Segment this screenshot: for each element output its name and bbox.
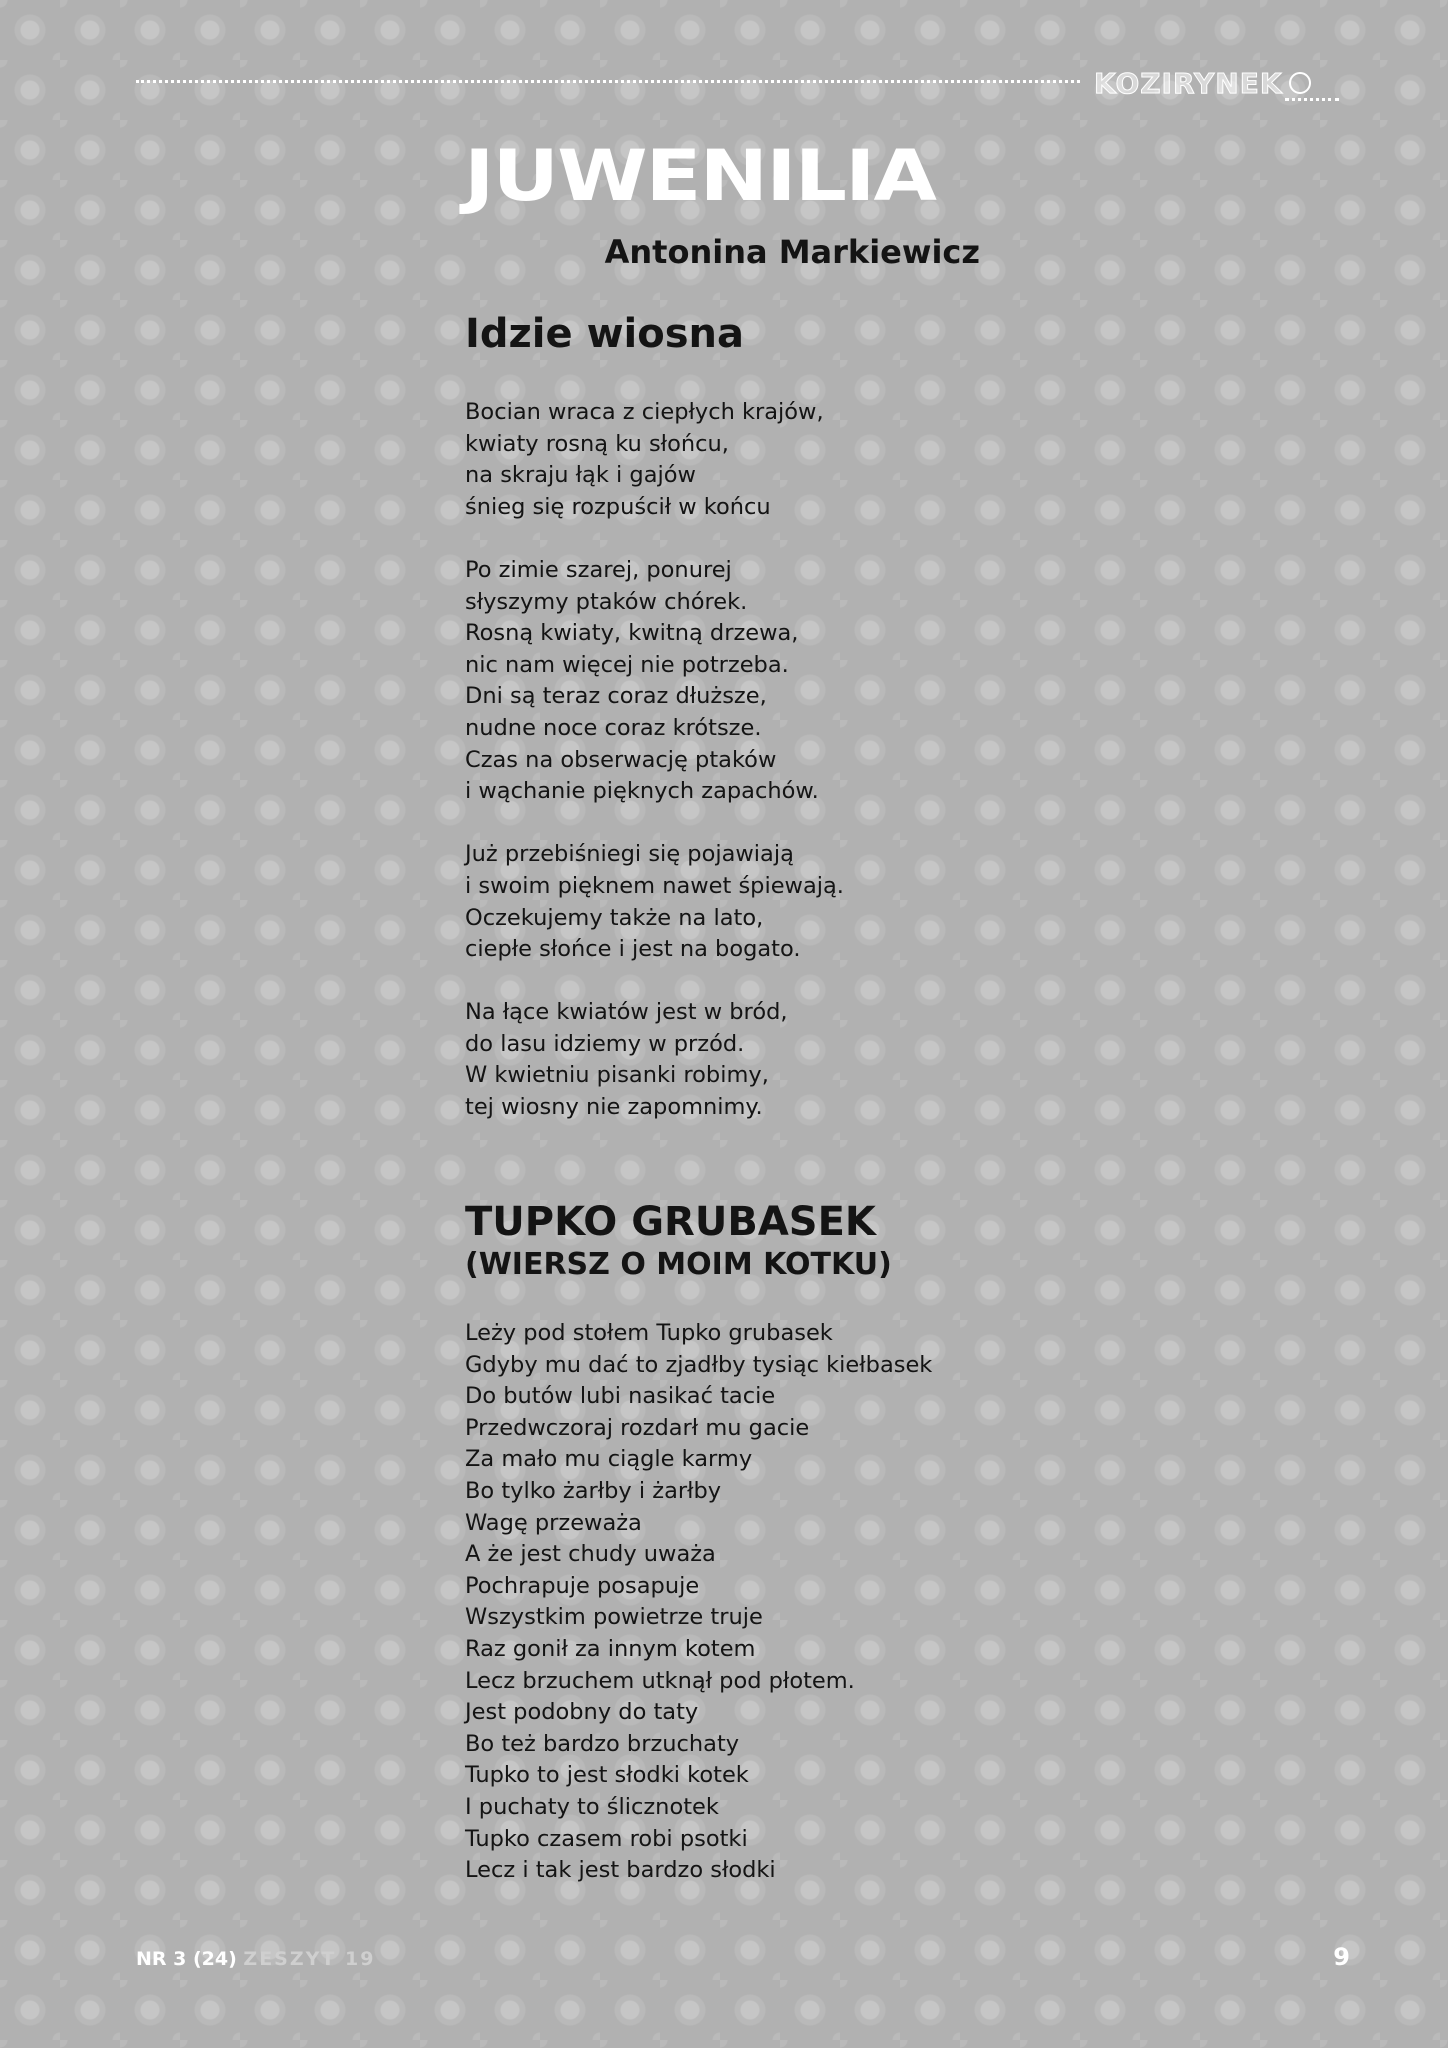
poem-title: Idzie wiosna (465, 311, 744, 357)
poem-line: na skraju łąk i gajów (465, 462, 696, 489)
logo-dots-decoration (1285, 98, 1339, 104)
poem-line: ciepłe słońce i jest na bogato. (465, 936, 801, 963)
poem-subtitle: (WIERSZ O MOIM KOTKU) (465, 1247, 892, 1282)
poem-title: TUPKO GRUBASEK (465, 1199, 876, 1245)
issue-info (136, 1946, 375, 1972)
poem-line: Gdyby mu dać to zjadłby tysiąc kiełbasek (465, 1351, 933, 1378)
author-name: Antonina Markiewicz (604, 233, 980, 271)
header-dotted-rule (136, 80, 1080, 83)
poem-line: nudne noce coraz krótsze. (465, 714, 762, 741)
stanza (465, 555, 1065, 808)
poem-line: Raz gonił za innym kotem (465, 1635, 756, 1662)
poem-line: śnieg się rozpuścił w końcu (465, 493, 771, 520)
poem-line: Rosną kwiaty, kwitną drzewa, (465, 620, 799, 647)
poem-line: Dni są teraz coraz dłuższe, (465, 683, 767, 710)
poem-body (465, 397, 1065, 1124)
poem-line: Lecz brzuchem utknął pod płotem. (465, 1667, 855, 1694)
logo-mark-icon (1289, 72, 1311, 94)
poem-line: nic nam więcej nie potrzeba. (465, 651, 789, 678)
poem-line: do lasu idziemy w przód. (465, 1030, 745, 1057)
poem-line: Tupko czasem robi psotki (465, 1825, 748, 1852)
stanza (465, 839, 1065, 965)
poem-line: A że jest chudy uważa (465, 1541, 716, 1568)
poem-line: kwiaty rosną ku słońcu, (465, 430, 729, 457)
poem-body (465, 1318, 1065, 1887)
section-title: JUWENILIA (464, 135, 935, 218)
issue-number: NR 3 (24) (136, 1948, 237, 1970)
poem-line: Jest podobny do taty (465, 1699, 699, 1726)
poem-line: Lecz i tak jest bardzo słodki (465, 1857, 776, 1884)
poem-line: Już przebiśniegi się pojawiają (465, 841, 794, 868)
poem-line: Bocian wraca z ciepłych krajów, (465, 399, 824, 425)
poem-line: W kwietniu pisanki robimy, (465, 1062, 769, 1089)
poem-line: i wąchanie pięknych zapachów. (465, 778, 819, 805)
poem-line: Czas na obserwację ptaków (465, 746, 777, 773)
poem-line: Po zimie szarej, ponurej (465, 556, 732, 583)
poem-line: Bo tylko żarłby i żarłby (465, 1477, 722, 1504)
poem-line: Pochrapuje posapuje (465, 1572, 700, 1599)
poem-line: Bo też bardzo brzuchaty (465, 1730, 740, 1757)
page-number: 9 (1333, 1943, 1350, 1971)
stanza (465, 997, 1065, 1123)
stanza (465, 1318, 1065, 1887)
poem-line: Wszystkim powietrze truje (465, 1604, 763, 1631)
poem-line: Leży pod stołem Tupko grubasek (465, 1320, 833, 1346)
poem-line: Tupko to jest słodki kotek (465, 1762, 749, 1789)
poem-line: Przedwczoraj rozdarł mu gacie (465, 1414, 810, 1441)
poem-line: słyszymy ptaków chórek. (465, 588, 748, 615)
poem-line: Za mało mu ciągle karmy (465, 1446, 753, 1473)
stanza (465, 397, 1065, 523)
poem-line: tej wiosny nie zapomnimy. (465, 1094, 763, 1121)
poem-line: Do butów lubi nasikać tacie (465, 1383, 776, 1410)
issue-volume: ZESZYT 19 (243, 1948, 376, 1970)
poem-line: i swoim pięknem nawet śpiewają. (465, 872, 844, 899)
poem-line: Na łące kwiatów jest w bród, (465, 999, 788, 1026)
poem-line: Oczekujemy także na lato, (465, 904, 764, 931)
magazine-name: KOZIRYNEK (1094, 66, 1283, 100)
poem-line: I puchaty to ślicznotek (465, 1793, 719, 1820)
poem-line: Wagę przeważa (465, 1509, 642, 1536)
